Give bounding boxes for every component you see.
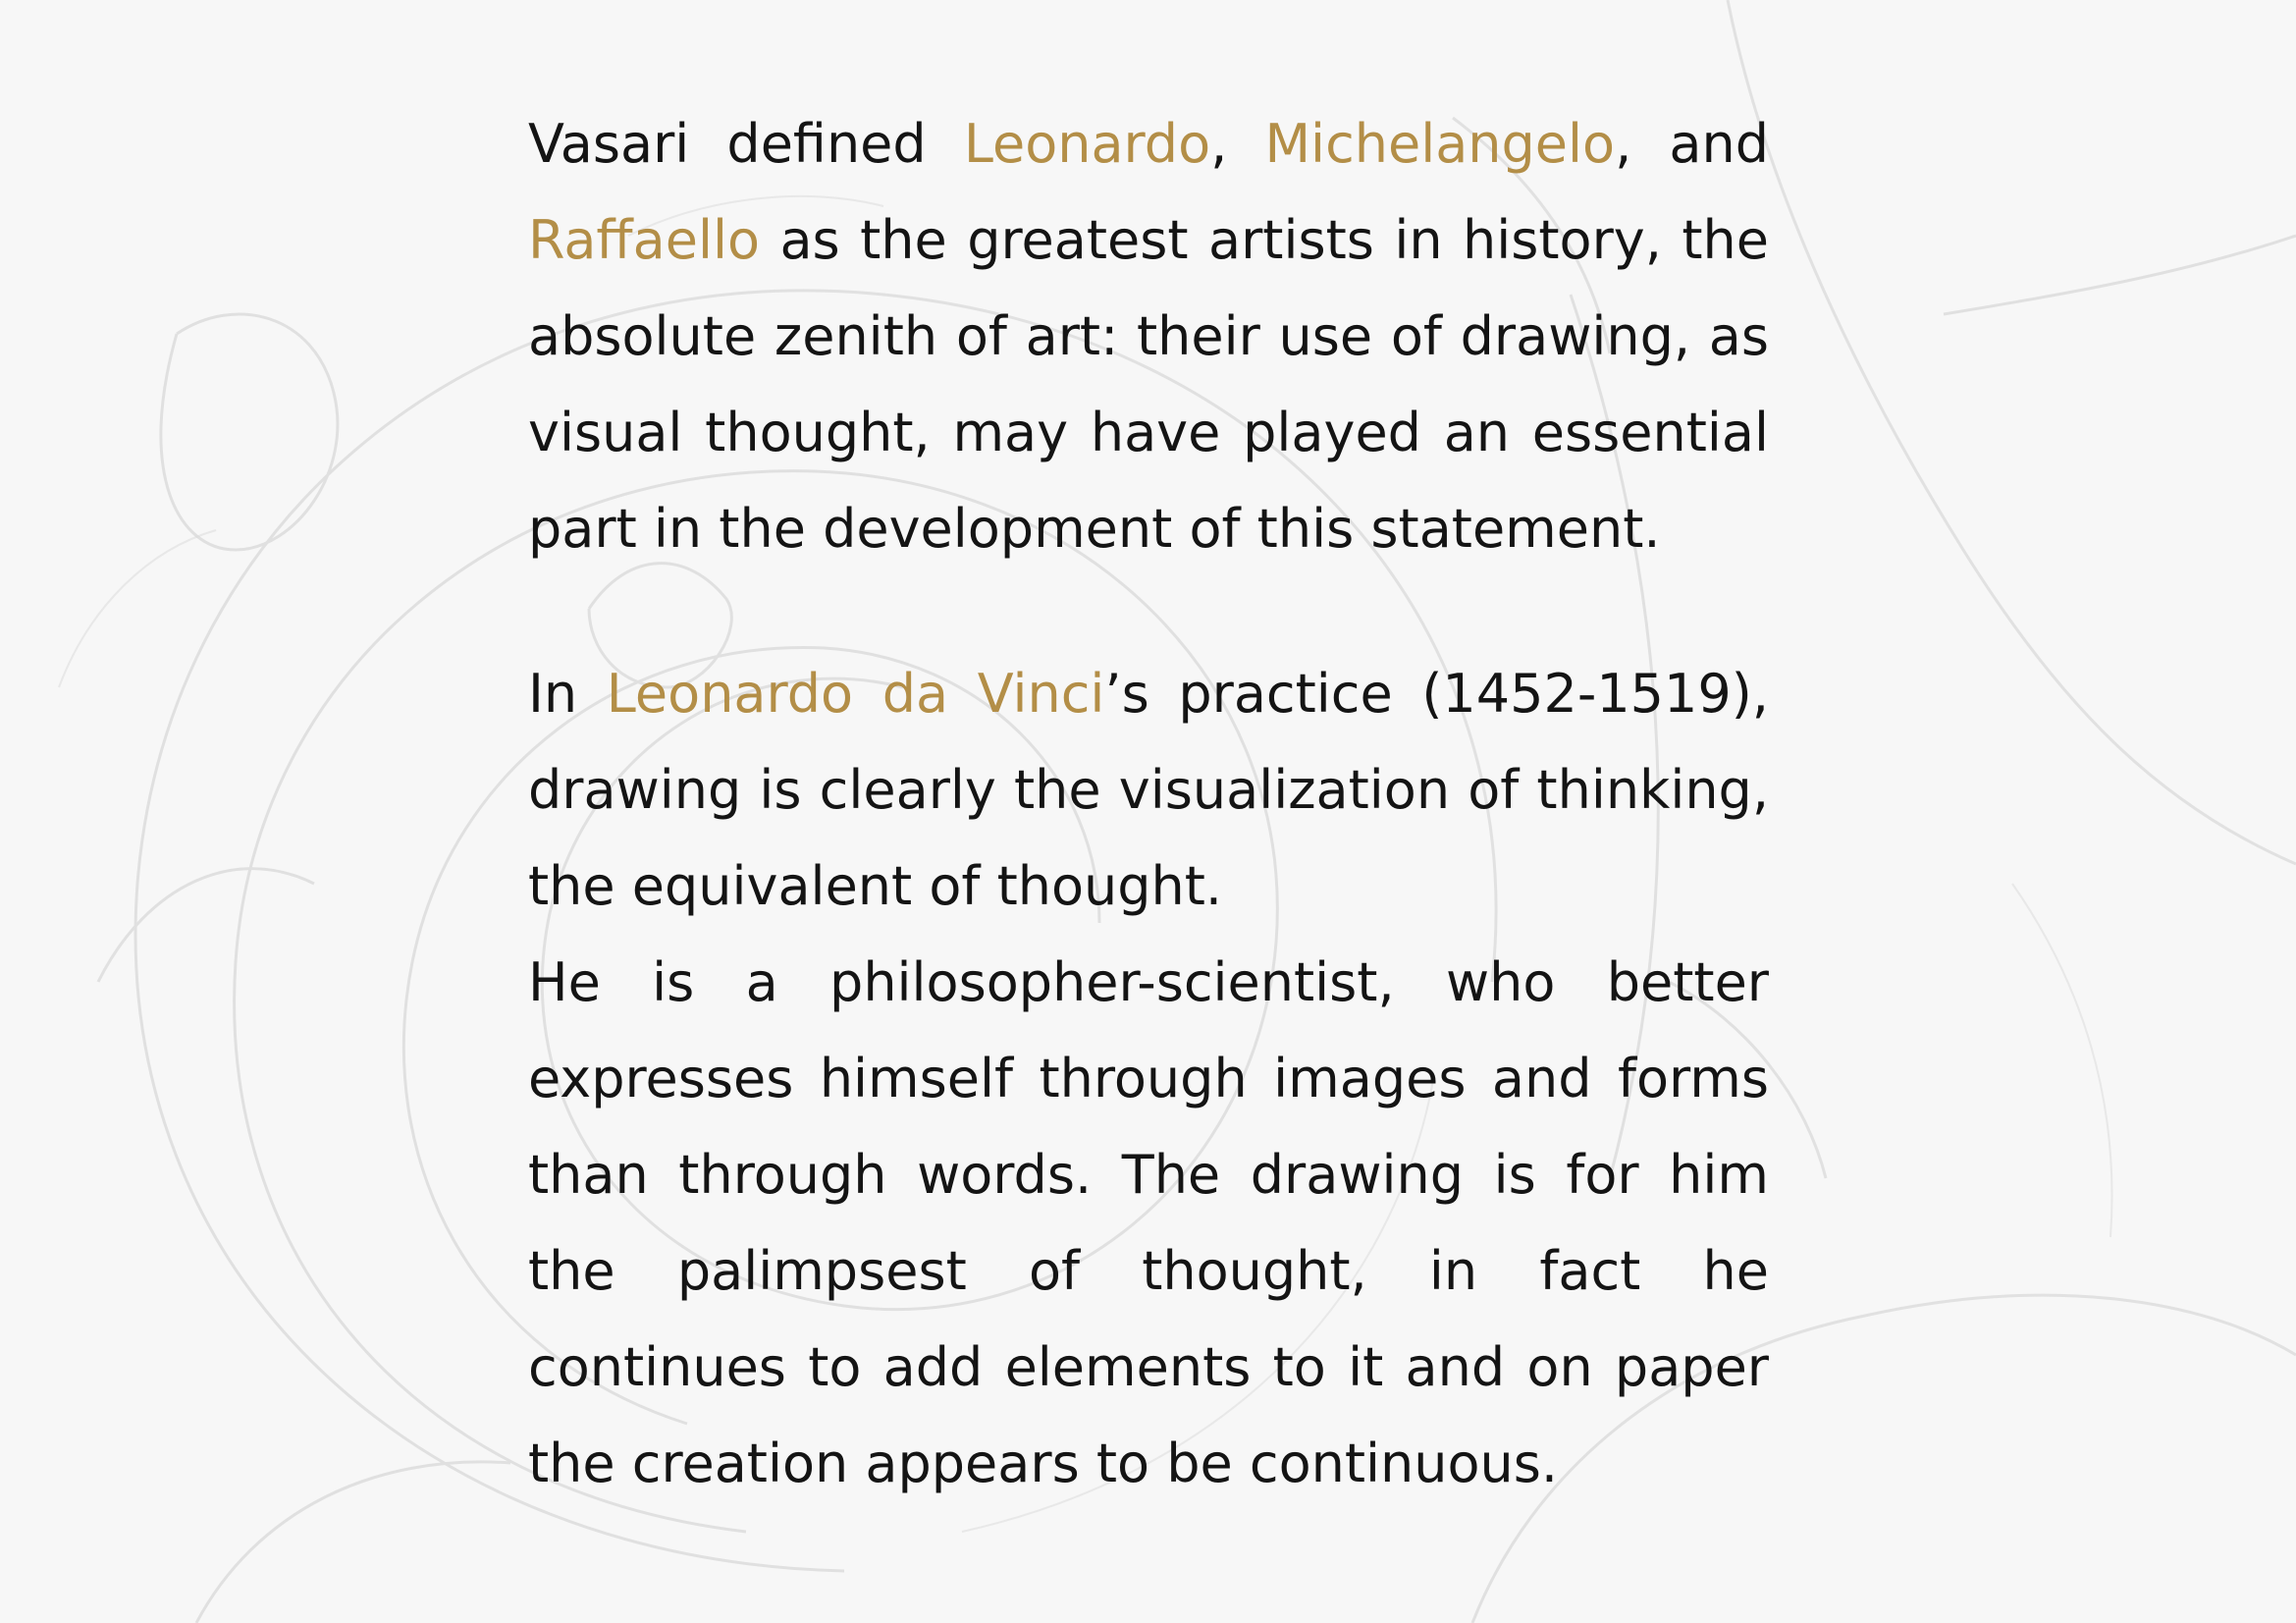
name-leonardo: Leonardo (963, 113, 1211, 175)
paragraph-2-text-2: ’s practice (1452-1519), drawing is clearly the visualization of thinking, the equivalent of thought. (528, 663, 1769, 917)
paragraph-3-text-1: He is a philosopher-scientist, who better expresses himself through images and forms than through words. The drawing is for him the palimpsest of thought, in fact he continues to add elements to it and on paper the creation appears to be continuous. (528, 951, 1769, 1494)
name-raffaello: Raffaello (528, 209, 760, 271)
name-leonardo-da-vinci: Leonardo da Vinci (606, 663, 1105, 725)
paragraph-2-text-1: In (528, 663, 607, 725)
text-column (528, 96, 1769, 1512)
paragraph-1-text-1: Vasari defined (528, 113, 964, 175)
paragraph-1-text-3: , and (1615, 113, 1769, 175)
paragraph-1-text-2: , (1210, 113, 1265, 175)
paragraph-1 (528, 96, 1769, 577)
paragraph-1-text-4: as the greatest artists in history, the absolute zenith of art: their use of drawing, as visual thought, may have played an essential part in the development of this statement. (528, 209, 1769, 560)
paragraph-2 (528, 646, 1769, 935)
paragraph-3 (528, 935, 1769, 1512)
name-michelangelo: Michelangelo (1264, 113, 1616, 175)
